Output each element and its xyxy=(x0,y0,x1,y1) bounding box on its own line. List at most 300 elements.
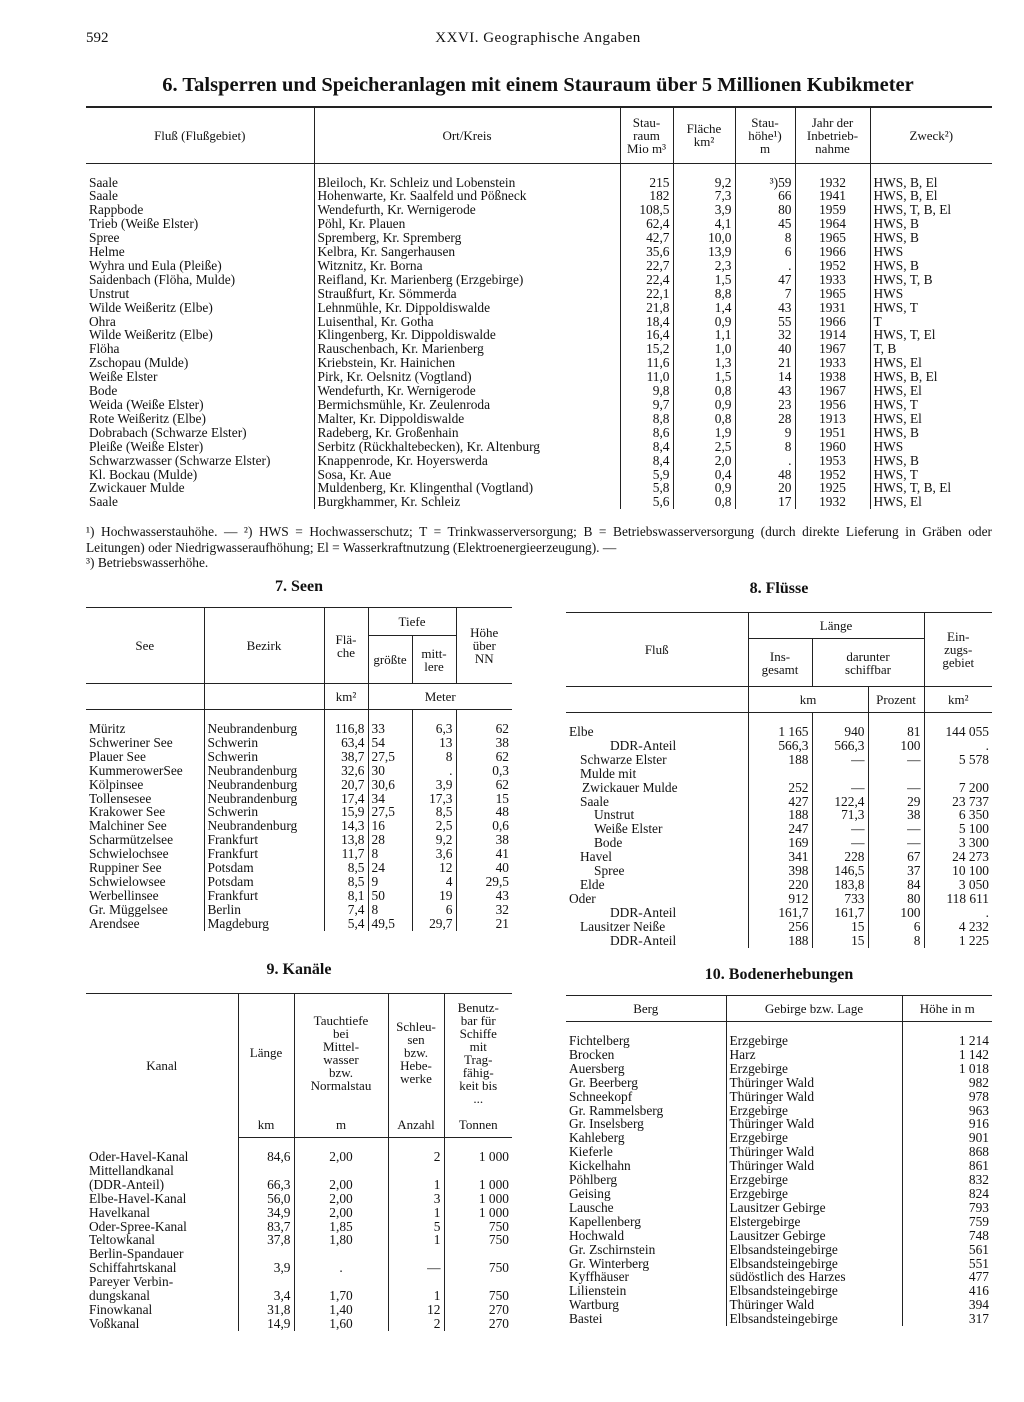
table-cell: 7,4 xyxy=(324,903,368,917)
table-cell: 1933 xyxy=(795,273,870,287)
table-cell: Helme xyxy=(89,244,125,260)
table-cell: Bleiloch, Kr. Schleiz und Lobenstein xyxy=(314,176,620,190)
table-cell: Bode xyxy=(89,383,118,399)
table-cell: Teltowkanal xyxy=(89,1232,155,1248)
table-cell: — xyxy=(812,836,868,850)
table-cell: Voßkanal xyxy=(89,1315,140,1331)
table-cell: 750 xyxy=(444,1220,512,1234)
table-cell: HWS, T, B, El xyxy=(870,481,992,495)
table-cell: Thüringer Wald xyxy=(726,1076,902,1090)
table-cell: — xyxy=(388,1261,444,1275)
table-cell: Thüringer Wald xyxy=(726,1117,902,1131)
table-cell: Neubrandenburg xyxy=(204,722,324,736)
table-row xyxy=(86,495,992,509)
table-cell: 1951 xyxy=(795,426,870,440)
table-cell: 2,00 xyxy=(294,1178,388,1192)
unit-km2: km² xyxy=(924,687,992,713)
table-cell: 868 xyxy=(902,1145,992,1159)
table-cell: 416 xyxy=(902,1284,992,1298)
table-cell xyxy=(388,1247,444,1261)
table-cell: 2 xyxy=(388,1317,444,1331)
table-cell: Gr. Winterberg xyxy=(569,1255,650,1271)
table-cell: 1938 xyxy=(795,370,870,384)
table-cell: Serbitz (Rückhaltebecken), Kr. Altenburg xyxy=(314,440,620,454)
table-cell: 45 xyxy=(735,217,795,231)
table-cell: 1,70 xyxy=(294,1289,388,1303)
table-cell: 37 xyxy=(868,864,924,878)
running-title: XXVI. Geographische Angaben xyxy=(435,30,641,46)
table-cell: Schwielochsee xyxy=(89,846,169,862)
table-cell: 1 xyxy=(388,1233,444,1247)
table-cell: 17 xyxy=(735,495,795,509)
table6-footnotes xyxy=(86,524,992,571)
table-row xyxy=(86,722,512,736)
table-cell: Elbsandsteingebirge xyxy=(726,1257,902,1271)
table-cell: Pöhlberg xyxy=(569,1172,618,1188)
table-cell: — xyxy=(812,753,868,767)
table-row xyxy=(566,767,992,781)
table-cell: 256 xyxy=(748,920,812,934)
table-cell: Trieb (Weiße Elster) xyxy=(89,216,199,232)
table-cell: Erzgebirge xyxy=(726,1187,902,1201)
table-cell: 2,00 xyxy=(294,1206,388,1220)
table-cell: Frankfurt xyxy=(204,889,324,903)
table-cell: Zwickauer Mulde xyxy=(582,779,678,795)
col-schiffbar: darunter schiffbar xyxy=(812,639,924,687)
table-row xyxy=(566,1076,992,1090)
table-cell: 7 xyxy=(735,287,795,301)
table-cell: 8 xyxy=(735,440,795,454)
table-cell: 1,5 xyxy=(673,370,735,384)
table-cell: HWS, El xyxy=(870,384,992,398)
table-cell: Plauer See xyxy=(89,748,146,764)
table-cell: 1952 xyxy=(795,259,870,273)
table-cell: 28 xyxy=(368,833,412,847)
table-cell: HWS, B, El xyxy=(870,370,992,384)
table-row xyxy=(86,792,512,806)
table-cell: 2 xyxy=(388,1150,444,1164)
table-cell: Neubrandenburg xyxy=(204,764,324,778)
table-cell: Kölpinsee xyxy=(89,776,144,792)
table-cell: Kelbra, Kr. Sangerhausen xyxy=(314,245,620,259)
table-cell: Auersberg xyxy=(569,1060,625,1076)
col-zweck: Zweck²) xyxy=(870,107,992,163)
table-cell: 750 xyxy=(444,1233,512,1247)
table-cell: 108,5 xyxy=(620,203,673,217)
table-cell: Schwerin xyxy=(204,750,324,764)
table-cell: 188 xyxy=(748,753,812,767)
table-cell: — xyxy=(868,753,924,767)
table-row xyxy=(86,1164,512,1178)
table-cell: 49,5 xyxy=(368,917,412,931)
col-insgesamt: Ins- gesamt xyxy=(748,639,812,687)
table-cell xyxy=(444,1247,512,1261)
table-cell: 1,0 xyxy=(673,342,735,356)
table-row xyxy=(86,426,992,440)
table-cell: DDR-Anteil xyxy=(610,737,677,753)
table-row xyxy=(566,934,992,948)
table-cell: Thüringer Wald xyxy=(726,1298,902,1312)
table-cell: Wendefurth, Kr. Wernigerode xyxy=(314,384,620,398)
table-cell: Frankfurt xyxy=(204,833,324,847)
table-cell: Krakower See xyxy=(89,804,166,820)
table-cell: 17,3 xyxy=(412,792,456,806)
table-cell: Gr. Zschirnstein xyxy=(569,1241,656,1257)
table-cell: 27,5 xyxy=(368,805,412,819)
table-cell: Zwickauer Mulde xyxy=(89,480,185,496)
table-row xyxy=(566,1243,992,1257)
table-cell: 0,6 xyxy=(456,819,512,833)
table-cell: Fichtelberg xyxy=(569,1033,630,1048)
table-cell: 3 xyxy=(388,1192,444,1206)
table-cell: 8 xyxy=(368,903,412,917)
table-cell: Schneekopf xyxy=(569,1088,633,1104)
footnote-1: ¹) Hochwasserstauhöhe. — ²) HWS = Hochwasserschutz; T = Trinkwasserversorgung; B = Betriebswasserversorgung (durch direkte Lieferung in Gräben oder Leitungen) oder Niedrigwasseraufhöhung; El = Wasserkraftnutzung (Elektroenergieerzeugung). — xyxy=(86,524,992,555)
table-cell: 1914 xyxy=(795,328,870,342)
table-row xyxy=(86,778,512,792)
table-row xyxy=(566,795,992,809)
table-row xyxy=(566,1257,992,1271)
table-cell: 161,7 xyxy=(748,906,812,920)
table-cell: Oder xyxy=(569,890,596,906)
table-row xyxy=(86,1206,512,1220)
table-cell: Oder-Spree-Kanal xyxy=(89,1218,187,1234)
table-cell: 3,6 xyxy=(412,847,456,861)
table-cell: 5,6 xyxy=(620,495,673,509)
table-row xyxy=(566,1145,992,1159)
table-cell: 561 xyxy=(902,1243,992,1257)
table-cell xyxy=(388,1275,444,1289)
table-cell: 122,4 xyxy=(812,795,868,809)
table-cell: Klingenberg, Kr. Dippoldiswalde xyxy=(314,328,620,342)
table-cell: Malter, Kr. Dippoldiswalde xyxy=(314,412,620,426)
table-row xyxy=(86,1317,512,1331)
table-cell: Rauschenbach, Kr. Marienberg xyxy=(314,342,620,356)
table-cell: 5 578 xyxy=(924,753,992,767)
table-cell: HWS, B xyxy=(870,231,992,245)
table-row xyxy=(566,1284,992,1298)
table-cell: 12 xyxy=(388,1303,444,1317)
table-row xyxy=(566,1229,992,1243)
table-row xyxy=(86,468,992,482)
table-cell: 270 xyxy=(444,1303,512,1317)
table-cell: 41 xyxy=(456,847,512,861)
table-cell: Weiße Elster xyxy=(89,369,158,385)
table-row xyxy=(86,1247,512,1261)
table-cell: Schwerin xyxy=(204,736,324,750)
table-cell: 1 xyxy=(388,1206,444,1220)
table-cell: 9,2 xyxy=(412,833,456,847)
table-row xyxy=(86,245,992,259)
table-cell: 32 xyxy=(735,328,795,342)
table-cell: 182 xyxy=(620,189,673,203)
table-cell: 188 xyxy=(748,934,812,948)
table-cell: 0,8 xyxy=(673,412,735,426)
table-row xyxy=(566,920,992,934)
table-row xyxy=(86,217,992,231)
table-row xyxy=(86,861,512,875)
table-cell: Wyhra und Eula (Pleiße) xyxy=(89,257,222,273)
table-cell: 13,9 xyxy=(673,245,735,259)
table-cell: Unstrut xyxy=(594,807,635,823)
table-cell: Elstergebirge xyxy=(726,1215,902,1229)
table-cell: Schwielowsee xyxy=(89,873,166,889)
table-row xyxy=(86,370,992,384)
table-cell: 1932 xyxy=(795,495,870,509)
col-fluss: Fluß (Flußgebiet) xyxy=(86,107,314,163)
table-cell: Bastei xyxy=(569,1311,603,1327)
table-cell: 9,8 xyxy=(620,384,673,398)
table-row xyxy=(566,1117,992,1131)
table-cell: T xyxy=(870,315,992,329)
table-cell: 30 xyxy=(368,764,412,778)
table-cell: 23 737 xyxy=(924,795,992,809)
table-cell: 27,5 xyxy=(368,750,412,764)
table-cell: 8,5 xyxy=(324,875,368,889)
table-row xyxy=(566,753,992,767)
table-cell: 1,85 xyxy=(294,1220,388,1234)
table-row xyxy=(86,203,992,217)
table-cell: T, B xyxy=(870,342,992,356)
table-cell: . xyxy=(924,906,992,920)
table-row xyxy=(566,1312,992,1326)
table-cell: Spremberg, Kr. Spremberg xyxy=(314,231,620,245)
lakes-table xyxy=(86,607,512,931)
page-number: 592 xyxy=(86,30,109,46)
table-cell: 1 xyxy=(388,1289,444,1303)
table-row xyxy=(566,892,992,906)
table-cell: 793 xyxy=(902,1201,992,1215)
table-cell: Potsdam xyxy=(204,861,324,875)
table-cell: 62 xyxy=(456,722,512,736)
table-cell: 4 232 xyxy=(924,920,992,934)
table-cell xyxy=(294,1164,388,1178)
table-cell: 40 xyxy=(456,861,512,875)
table-cell: 83,7 xyxy=(238,1220,294,1234)
col-flaeche: Flä- che xyxy=(324,608,368,684)
table10-title: 10. Bodenerhebungen xyxy=(704,966,854,983)
table-cell: 19 xyxy=(412,889,456,903)
table-cell: 341 xyxy=(748,850,812,864)
col-kanal: Kanal xyxy=(146,1058,178,1074)
table-cell: 916 xyxy=(902,1117,992,1131)
table-cell: HWS, El xyxy=(870,495,992,509)
table-cell: ³)59 xyxy=(735,176,795,190)
table-cell: 16,4 xyxy=(620,328,673,342)
table-cell: Bode xyxy=(594,835,623,851)
table-cell: Straußfurt, Kr. Sömmerda xyxy=(314,287,620,301)
table-cell xyxy=(238,1247,294,1261)
table-cell: 80 xyxy=(735,203,795,217)
table-cell: Wendefurth, Kr. Wernigerode xyxy=(314,203,620,217)
table-cell: südöstlich des Harzes xyxy=(726,1270,902,1284)
table-cell xyxy=(388,1164,444,1178)
table-cell: 4,1 xyxy=(673,217,735,231)
table-cell: 1960 xyxy=(795,440,870,454)
table-cell: 394 xyxy=(902,1298,992,1312)
table-cell: Dobrabach (Schwarze Elster) xyxy=(89,424,247,440)
table-cell: Tollensesee xyxy=(89,790,152,806)
table-cell: 169 xyxy=(748,836,812,850)
table-cell: 247 xyxy=(748,822,812,836)
table-cell: 38,7 xyxy=(324,750,368,764)
table-cell: 17,4 xyxy=(324,792,368,806)
table-cell: Elbsandsteingebirge xyxy=(726,1312,902,1326)
table-cell: Elbsandsteingebirge xyxy=(726,1243,902,1257)
table-cell: 47 xyxy=(735,273,795,287)
dams-table xyxy=(86,106,992,509)
table-cell: 0,3 xyxy=(456,764,512,778)
table-cell: 18,4 xyxy=(620,315,673,329)
table-row xyxy=(86,805,512,819)
table-cell: HWS, T, El xyxy=(870,328,992,342)
table-cell: 6,3 xyxy=(412,722,456,736)
table-cell: Frankfurt xyxy=(204,847,324,861)
table-cell: 4 xyxy=(412,875,456,889)
table-cell: Müritz xyxy=(89,721,126,736)
table-cell: HWS, B xyxy=(870,217,992,231)
table-row xyxy=(566,1298,992,1312)
table-cell: Harz xyxy=(726,1048,902,1062)
table-cell: Kyffhäuser xyxy=(569,1269,629,1285)
table-row xyxy=(86,301,992,315)
table-cell: 861 xyxy=(902,1159,992,1173)
table-cell: Mittellandkanal xyxy=(89,1162,174,1178)
table-cell: 1 000 xyxy=(444,1192,512,1206)
table-cell: 8,5 xyxy=(412,805,456,819)
table-cell: 5,9 xyxy=(620,468,673,482)
table-cell: Potsdam xyxy=(204,875,324,889)
table-cell: 67 xyxy=(868,850,924,864)
table-cell: 1 214 xyxy=(902,1034,992,1048)
table-cell: Hohenwarte, Kr. Saalfeld und Pößneck xyxy=(314,189,620,203)
table-cell: 912 xyxy=(748,892,812,906)
table-cell: 1952 xyxy=(795,468,870,482)
table-cell: 1 225 xyxy=(924,934,992,948)
table-cell: Erzgebirge xyxy=(726,1034,902,1048)
table-cell: 63,4 xyxy=(324,736,368,750)
col-groesste: größte xyxy=(368,636,412,684)
table-cell: 3,4 xyxy=(238,1289,294,1303)
table-cell: Ruppiner See xyxy=(89,860,162,876)
table-row xyxy=(86,764,512,778)
table-cell: 71,3 xyxy=(812,808,868,822)
table-cell: . xyxy=(294,1261,388,1275)
table-cell: 21 xyxy=(735,356,795,370)
table-cell: Arendsee xyxy=(89,915,140,931)
table-row xyxy=(86,231,992,245)
table-cell: 8,8 xyxy=(673,287,735,301)
table-cell: Lehnmühle, Kr. Dippoldiswalde xyxy=(314,301,620,315)
table-cell: Kieferle xyxy=(569,1144,613,1160)
table-cell: Gr. Rammelsberg xyxy=(569,1102,664,1118)
col-einzugsgebiet: Ein- zugs- gebiet xyxy=(924,613,992,687)
table-cell: Hochwald xyxy=(569,1227,625,1243)
table-cell: 1,1 xyxy=(673,328,735,342)
table-row xyxy=(566,836,992,850)
table-row xyxy=(566,878,992,892)
col-tiefe: Tiefe xyxy=(368,608,456,636)
table-row xyxy=(566,850,992,864)
table-cell: Geising xyxy=(569,1185,611,1201)
col-mittlere: mitt- lere xyxy=(412,636,456,684)
table-cell: 9,2 xyxy=(673,176,735,190)
table-cell: 24 xyxy=(368,861,412,875)
table-cell: Sosa, Kr. Aue xyxy=(314,468,620,482)
table-cell: Havelkanal xyxy=(89,1204,150,1220)
unit-km: km xyxy=(238,1112,294,1138)
table-row xyxy=(566,1104,992,1118)
elevations-table xyxy=(566,995,992,1326)
table-row xyxy=(566,1187,992,1201)
table-cell: 15,2 xyxy=(620,342,673,356)
table-cell xyxy=(812,767,868,781)
table-cell: 1925 xyxy=(795,481,870,495)
table-cell: HWS, B, El xyxy=(870,176,992,190)
table-cell: 1,9 xyxy=(673,426,735,440)
table-cell: 2,00 xyxy=(294,1192,388,1206)
table-cell: Berlin-Spandauer xyxy=(89,1246,184,1262)
table-cell: Neubrandenburg xyxy=(204,778,324,792)
table-cell: Lausitzer Gebirge xyxy=(726,1201,902,1215)
table-cell: 1965 xyxy=(795,231,870,245)
table-cell: 1953 xyxy=(795,454,870,468)
table-cell: 901 xyxy=(902,1131,992,1145)
unit-anzahl: Anzahl xyxy=(388,1112,444,1138)
table-cell: 3,9 xyxy=(238,1261,294,1275)
table-cell: 31,8 xyxy=(238,1303,294,1317)
table-row xyxy=(566,781,992,795)
table-row xyxy=(566,1201,992,1215)
table-cell: 14,3 xyxy=(324,819,368,833)
table-cell: 100 xyxy=(868,906,924,920)
table-cell: 6 xyxy=(412,903,456,917)
table-cell: 22,4 xyxy=(620,273,673,287)
table-row xyxy=(566,1048,992,1062)
table-row xyxy=(566,822,992,836)
table-cell: Havel xyxy=(580,849,612,865)
table-cell: 9 xyxy=(368,875,412,889)
table-row xyxy=(86,1275,512,1289)
table-cell: 118 611 xyxy=(924,892,992,906)
unit-tonnen: Tonnen xyxy=(444,1112,512,1138)
table-row xyxy=(86,1150,512,1164)
table-row xyxy=(566,1173,992,1187)
table-cell: Saale xyxy=(89,174,118,190)
table-cell: 832 xyxy=(902,1173,992,1187)
table-cell: 188 xyxy=(748,808,812,822)
table-cell: Erzgebirge xyxy=(726,1104,902,1118)
table-cell: 48 xyxy=(735,468,795,482)
table-cell: HWS, T xyxy=(870,468,992,482)
table-cell: 9 xyxy=(735,426,795,440)
table-cell: 32 xyxy=(456,903,512,917)
unit-km: km xyxy=(748,687,868,713)
table-cell: Lilienstein xyxy=(569,1283,627,1299)
table-cell: 2,00 xyxy=(294,1150,388,1164)
table-cell: . xyxy=(735,454,795,468)
table-row xyxy=(86,1289,512,1303)
table-cell: Elbe xyxy=(569,724,594,739)
table-row xyxy=(86,287,992,301)
table-cell: 8 xyxy=(735,231,795,245)
table-cell: Schwarze Elster xyxy=(580,751,667,767)
col-gebirge: Gebirge bzw. Lage xyxy=(726,996,902,1022)
table-cell: 62 xyxy=(456,750,512,764)
table-cell: HWS xyxy=(870,440,992,454)
table-cell: 15 xyxy=(812,920,868,934)
table-cell xyxy=(444,1275,512,1289)
